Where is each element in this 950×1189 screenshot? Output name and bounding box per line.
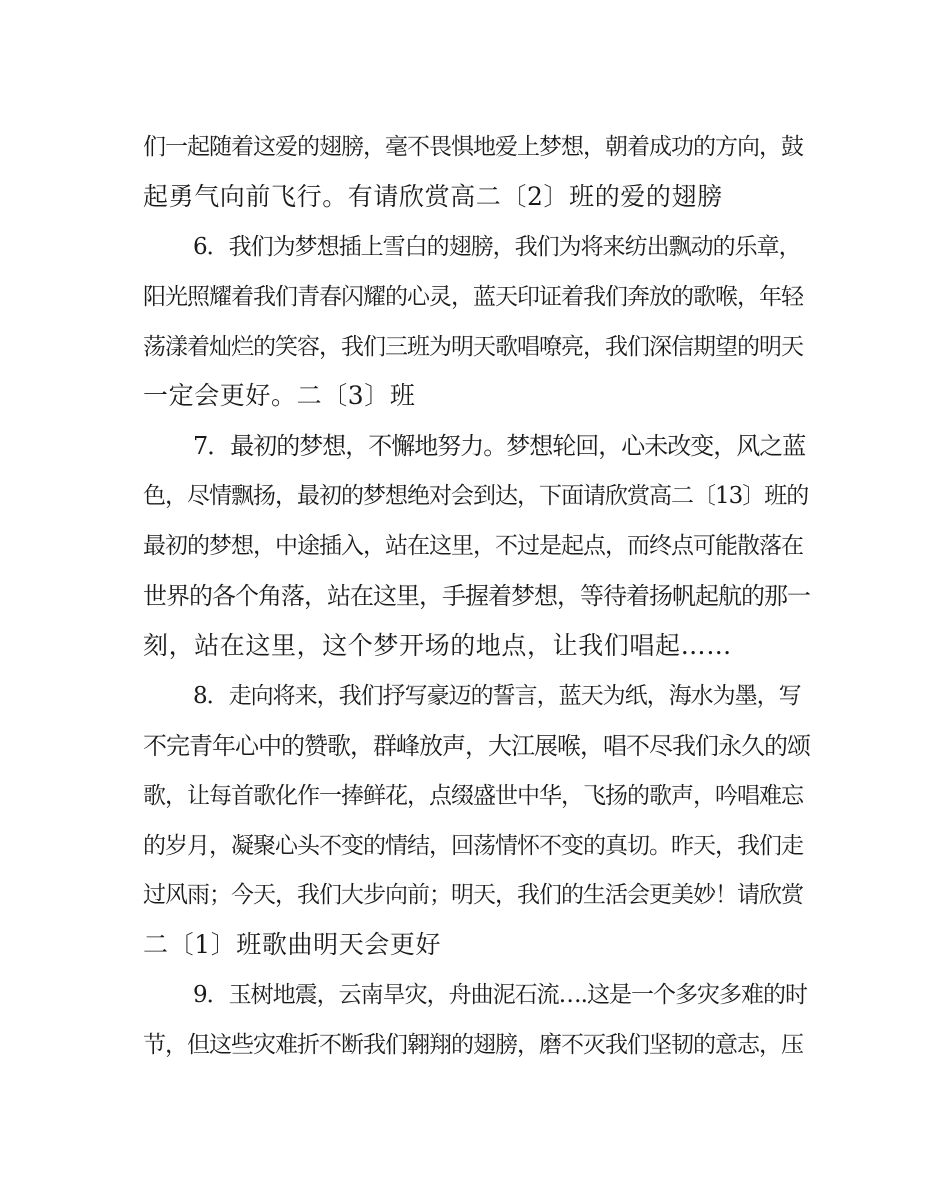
- text-line: 过风雨；今天，我们大步向前；明天，我们的生活会更美妙！请欣赏: [143, 882, 803, 908]
- text-line: 们一起随着这爱的翅膀，毫不畏惧地爱上梦想，朝着成功的方向，鼓: [143, 134, 803, 160]
- text-line: 世界的各个角落，站在这里，手握着梦想，等待着扬帆起航的那一: [143, 582, 810, 610]
- text-line: 色，尽情飘扬，最初的梦想绝对会到达，下面请欣赏高二〔13〕班的: [143, 483, 809, 509]
- text-line: 最初的梦想，中途插入，站在这里，不过是起点，而终点可能散落在: [143, 533, 803, 559]
- text-line: 7．最初的梦想，不懈地努力。梦想轮回，心未改变，风之蓝: [193, 432, 806, 460]
- text-line: 不完青年心中的赞歌，群峰放声，大江展喉，唱不尽我们永久的颂: [143, 732, 810, 760]
- text-line: 9．玉树地震，云南旱灾，舟曲泥石流….这是一个多灾多难的时: [193, 982, 807, 1008]
- text-line: 8．走向将来，我们抒写豪迈的誓言，蓝天为纸，海水为墨，写: [193, 683, 801, 709]
- text-line: 二〔1〕班歌曲明天会更好: [143, 930, 442, 959]
- text-line: 一定会更好。二〔3〕班: [143, 381, 416, 410]
- text-line: 阳光照耀着我们青春闪耀的心灵，蓝天印证着我们奔放的歌喉，年轻: [143, 284, 803, 310]
- text-line: 歌，让每首歌化作一捧鲜花，点缀盛世中华，飞扬的歌声，吟唱难忘: [143, 783, 803, 809]
- text-line: 6．我们为梦想插上雪白的翅膀，我们为将来纺出飘动的乐章，: [193, 234, 801, 260]
- text-line: 起勇气向前飞行。有请欣赏高二〔2〕班的爱的翅膀: [143, 182, 723, 211]
- text-line: 的岁月，凝聚心头不变的情结，回荡情怀不变的真切。昨天，我们走: [143, 833, 803, 859]
- text-line: 刻，站在这里，这个梦开场的地点，让我们唱起……: [143, 631, 732, 660]
- text-line: 节，但这些灾难折不断我们翱翔的翅膀，磨不灭我们坚韧的意志，压: [143, 1032, 803, 1058]
- text-line: 荡漾着灿烂的笑容，我们三班为明天歌唱嘹亮，我们深信期望的明天: [143, 334, 803, 360]
